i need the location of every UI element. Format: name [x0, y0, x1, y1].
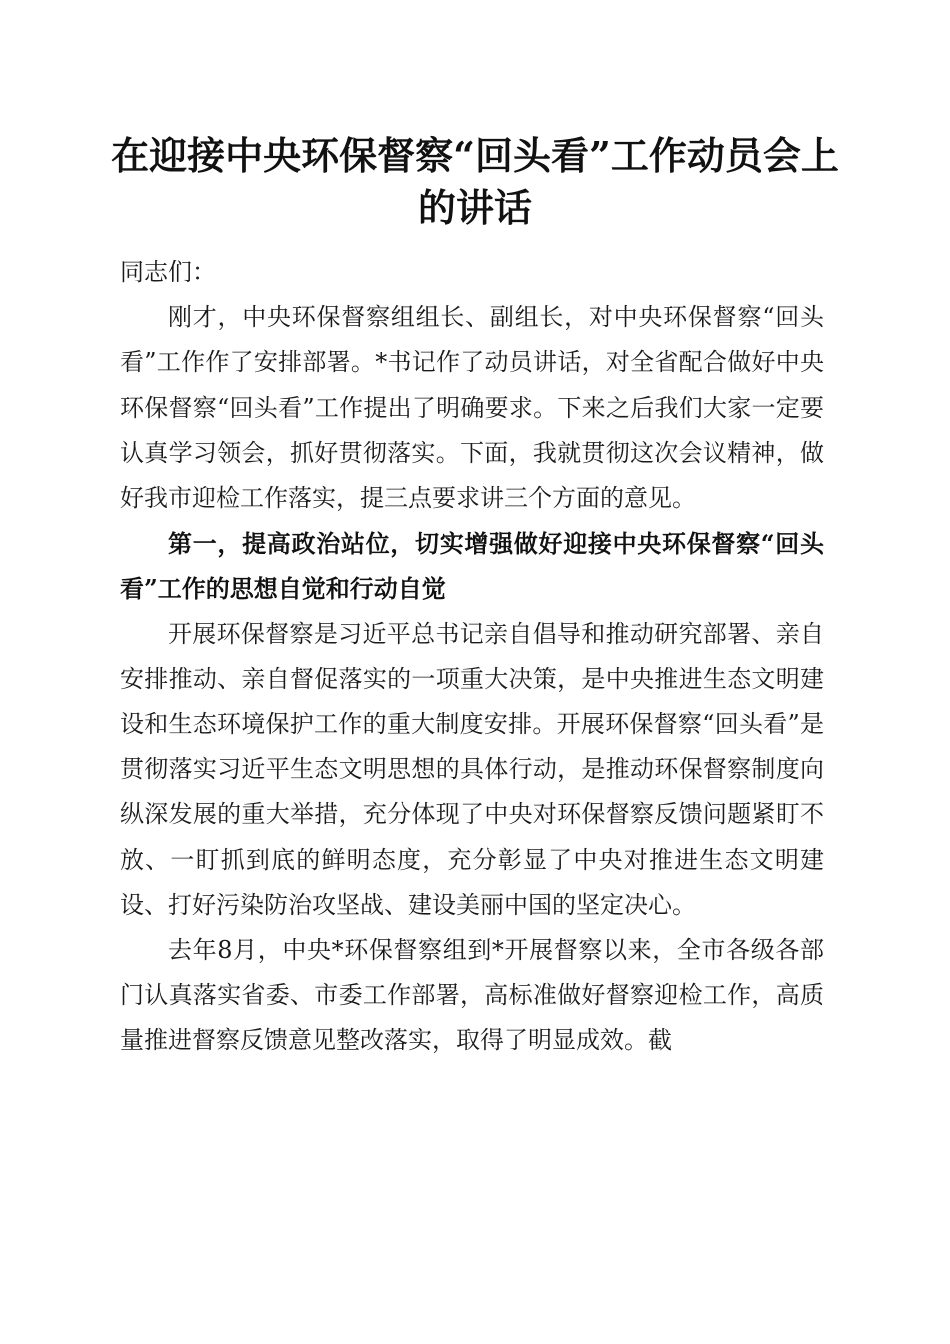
document-title: 在迎接中央环保督察“回头看”工作动员会上的讲话: [111, 133, 839, 230]
section-heading-first: 第一，提高政治站位，切实增强做好迎接中央环保督察“回头看”工作的思想自觉和行动自觉: [120, 529, 824, 604]
paragraph-significance: 开展环保督察是习近平总书记亲自倡导和推动研究部署、亲自安排推动、亲自督促落实的一项重大决策，是中央推进生态文明建设和生态环境保护工作的重大制度安排。开展环保督察“回头看”是贯彻落实习近平生态文明思想的具体行动，是推动环保督察制度向纵深发展的重大举措，充分体现了中央对环保督察反馈问题紧盯不放、一盯抓到底的鲜明态度，充分彰显了中央对推进生态文明建设、打好污染防治攻坚战、建设美丽中国的坚定决心。: [120, 619, 824, 919]
paragraph-progress: 去年8月，中央*环保督察组到*开展督察以来，全市各级各部门认真落实省委、市委工作部署，高标准做好督察迎检工作，高质量推进督察反馈意见整改落实，取得了明显成效。截: [120, 936, 824, 1055]
paragraph-intro: 刚才，中央环保督察组组长、副组长，对中央环保督察“回头看”工作作了安排部署。*书记作了动员讲话，对全省配合做好中央环保督察“回头看”工作提出了明确要求。下来之后我们大家一定要认真学习领会，抓好贯彻落实。下面，我就贯彻这次会议精神，做好我市迎检工作落实，提三点要求讲三个方面的意见。: [120, 303, 824, 513]
salutation: 同志们：: [120, 258, 216, 286]
document-body: [120, 250, 824, 1064]
